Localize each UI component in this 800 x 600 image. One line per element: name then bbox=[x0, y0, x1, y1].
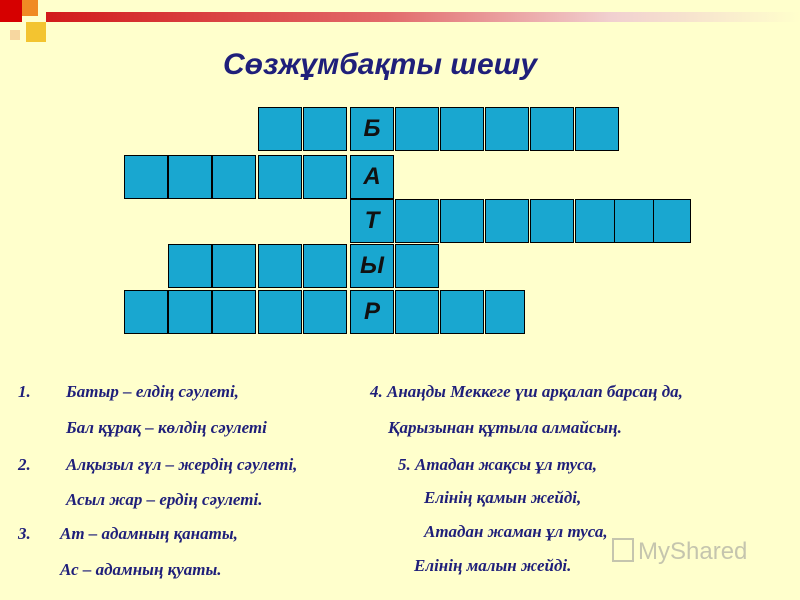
keyword-cell[interactable]: А bbox=[350, 155, 394, 199]
crossword-cell[interactable] bbox=[303, 155, 347, 199]
crossword-cell[interactable] bbox=[303, 290, 347, 334]
crossword-cell[interactable] bbox=[575, 199, 619, 243]
crossword-cell[interactable] bbox=[395, 107, 439, 151]
clue-1-number: 1. bbox=[18, 382, 31, 401]
crossword-cell[interactable] bbox=[258, 107, 302, 151]
crossword-cell[interactable] bbox=[395, 290, 439, 334]
crossword-cell[interactable] bbox=[653, 199, 691, 243]
clue-3-line-2: Ас – адамның қуаты. bbox=[60, 560, 222, 579]
decor-top-band bbox=[46, 12, 800, 22]
decor-square-yellow bbox=[26, 22, 46, 42]
crossword-cell[interactable] bbox=[212, 155, 256, 199]
crossword-cell[interactable] bbox=[168, 155, 212, 199]
crossword-cell[interactable] bbox=[485, 199, 529, 243]
crossword-cell[interactable] bbox=[168, 290, 212, 334]
keyword-cell[interactable]: Т bbox=[350, 199, 394, 243]
decor-square-orange bbox=[22, 0, 38, 16]
clue-2-line-2: Асыл жар – ердің сәулеті. bbox=[66, 490, 263, 509]
crossword-cell[interactable] bbox=[124, 155, 168, 199]
crossword-cell[interactable] bbox=[258, 244, 302, 288]
clue-4-line-2: Қарызынан құтыла алмайсың. bbox=[388, 418, 622, 437]
keyword-cell[interactable]: Ы bbox=[350, 244, 394, 288]
clue-2-line-1: Алқызыл гүл – жердің сәулеті, bbox=[66, 455, 298, 474]
crossword-cell[interactable] bbox=[485, 290, 525, 334]
page-title-text: Сөзжұмбақты шешу bbox=[222, 48, 538, 81]
crossword-cell[interactable] bbox=[395, 199, 439, 243]
clue-1-line-1: Батыр – елдің сәулеті, bbox=[66, 382, 239, 401]
crossword-cell[interactable] bbox=[614, 199, 658, 243]
watermark bbox=[612, 538, 747, 566]
decor-square-red bbox=[0, 0, 22, 22]
clue-5-line-4: Елінің малын жейді. bbox=[414, 556, 572, 575]
crossword-cell[interactable] bbox=[440, 290, 484, 334]
crossword-cell[interactable] bbox=[212, 244, 256, 288]
crossword-cell[interactable] bbox=[395, 244, 439, 288]
clue-2-number: 2. bbox=[18, 455, 31, 474]
crossword-cell[interactable] bbox=[212, 290, 256, 334]
clue-5-line-2: Елінің қамын жейді, bbox=[424, 488, 582, 507]
crossword-cell[interactable] bbox=[303, 244, 347, 288]
crossword-cell[interactable] bbox=[440, 199, 484, 243]
page-title bbox=[0, 48, 800, 82]
clue-5-line-3: Атадан жаман ұл туса, bbox=[424, 522, 608, 541]
keyword-cell[interactable]: Б bbox=[350, 107, 394, 151]
crossword-cell[interactable] bbox=[575, 107, 619, 151]
clue-1-line-2: Бал құрақ – көлдің сәулеті bbox=[66, 418, 267, 437]
crossword-cell[interactable] bbox=[485, 107, 529, 151]
watermark-text: MyShared bbox=[638, 538, 748, 565]
crossword-cell[interactable] bbox=[530, 107, 574, 151]
crossword-cell[interactable] bbox=[530, 199, 574, 243]
clue-3-line-1: Ат – адамның қанаты, bbox=[60, 524, 238, 543]
crossword-cell[interactable] bbox=[124, 290, 168, 334]
clue-3-number: 3. bbox=[18, 524, 31, 543]
decor-square-small bbox=[10, 30, 20, 40]
keyword-cell[interactable]: Р bbox=[350, 290, 394, 334]
crossword-cell[interactable] bbox=[258, 155, 302, 199]
crossword-cell[interactable] bbox=[168, 244, 212, 288]
crossword-cell[interactable] bbox=[303, 107, 347, 151]
clue-4-line-1: 4. Анаңды Меккеге үш арқалап барсаң да, bbox=[370, 382, 683, 401]
crossword-cell[interactable] bbox=[258, 290, 302, 334]
crossword-cell[interactable] bbox=[440, 107, 484, 151]
watermark-icon bbox=[612, 538, 634, 562]
clue-5-line-1: 5. Атадан жақсы ұл туса, bbox=[398, 455, 598, 474]
